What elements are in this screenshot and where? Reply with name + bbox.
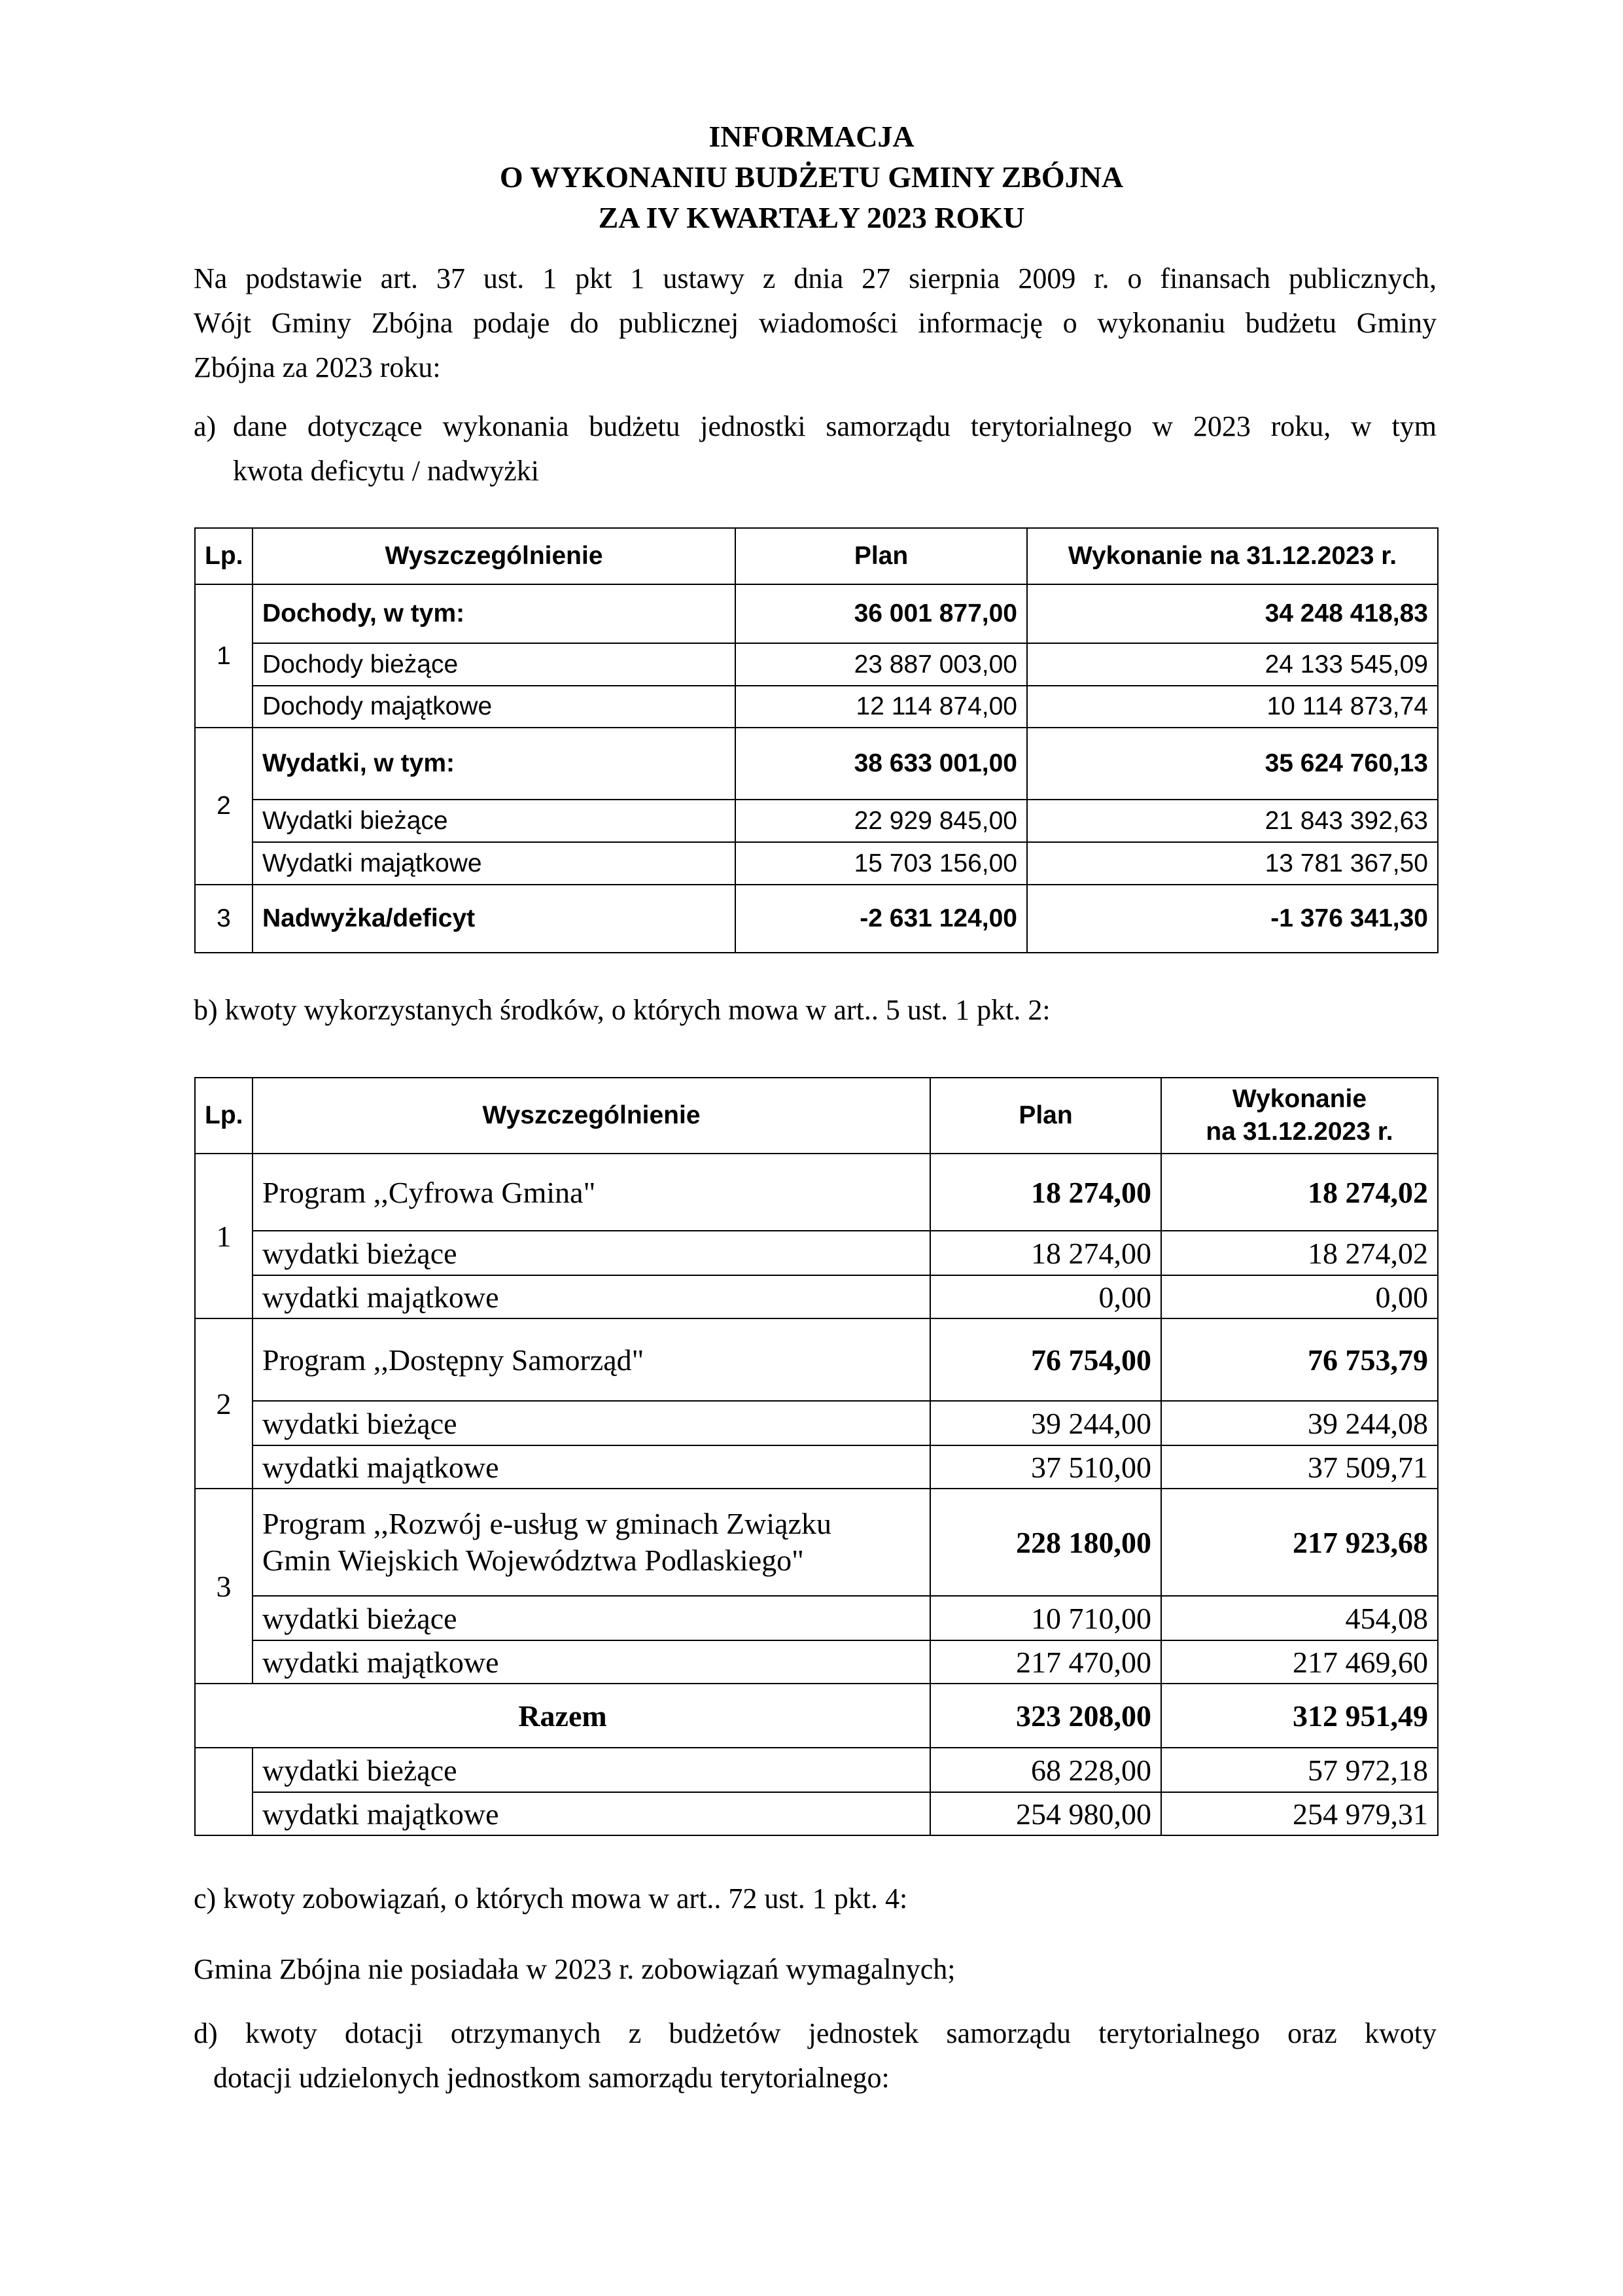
row-name: wydatki majątkowe (253, 1445, 930, 1489)
row-lp: 3 (195, 885, 253, 953)
row-plan: 18 274,00 (930, 1231, 1161, 1275)
row-name (253, 1489, 930, 1596)
table-header-row (195, 528, 1438, 584)
row-plan: -2 631 124,00 (735, 885, 1027, 953)
row-plan: 39 244,00 (930, 1401, 1161, 1445)
row-exec: 37 509,71 (1161, 1445, 1438, 1489)
row-exec: 21 843 392,63 (1027, 800, 1438, 842)
col-header-plan: Plan (735, 528, 1027, 584)
table-row (195, 643, 1438, 686)
row-lp: 3 (195, 1489, 253, 1684)
funds-used-table (194, 1077, 1439, 1836)
section-d (194, 2011, 1437, 2100)
row-name: wydatki bieżące (253, 1231, 930, 1275)
row-name: wydatki bieżące (253, 1748, 930, 1792)
total-exec: 312 951,49 (1161, 1684, 1438, 1748)
total-label: Razem (195, 1684, 930, 1748)
row-plan: 254 980,00 (930, 1792, 1161, 1835)
table-row (195, 1318, 1438, 1401)
intro-paragraph (194, 256, 1437, 390)
table-row (195, 1445, 1438, 1489)
col-header-exec-line2: na 31.12.2023 r. (1206, 1118, 1393, 1146)
row-plan: 15 703 156,00 (735, 842, 1027, 885)
table-header-row (195, 1078, 1438, 1154)
row-exec: 34 248 418,83 (1027, 584, 1438, 643)
row-name: Nadwyżka/deficyt (253, 885, 735, 953)
section-a-line-2: kwota deficytu / nadwyżki (233, 455, 539, 487)
table-row (195, 1489, 1438, 1596)
row-lp: 2 (195, 1318, 253, 1489)
doc-title-line2: O WYKONANIU BUDŻETU GMINY ZBÓJNA (499, 160, 1124, 194)
col-header-exec: Wykonanie na 31.12.2023 r. (1027, 528, 1438, 584)
row-exec: 57 972,18 (1161, 1748, 1438, 1792)
col-header-lp: Lp. (195, 528, 253, 584)
col-header-name: Wyszczególnienie (253, 1078, 930, 1154)
row-plan: 217 470,00 (930, 1640, 1161, 1684)
intro-line-2: Wójt Gminy Zbójna podaje do publicznej wiadomości informację o wykonaniu budżetu Gminy (194, 307, 1437, 339)
total-plan: 323 208,00 (930, 1684, 1161, 1748)
table-row (195, 1231, 1438, 1275)
row-exec: 39 244,08 (1161, 1401, 1438, 1445)
section-d-line-2: dotacji udzielonych jednostkom samorządu terytorialnego: (213, 2062, 890, 2094)
row-exec: 10 114 873,74 (1027, 686, 1438, 728)
table-row (195, 1596, 1438, 1640)
intro-line-1: Na podstawie art. 37 ust. 1 pkt 1 ustawy z dnia 27 sierpnia 2009 r. o finansach publicznych, (194, 262, 1437, 294)
row-plan: 68 228,00 (930, 1748, 1161, 1792)
row-name: Wydatki majątkowe (253, 842, 735, 885)
table-row (195, 728, 1438, 800)
row-name: wydatki majątkowe (253, 1792, 930, 1835)
row-plan: 36 001 877,00 (735, 584, 1027, 643)
row-exec: 454,08 (1161, 1596, 1438, 1640)
col-header-name: Wyszczególnienie (253, 528, 735, 584)
section-a-line-1: dane dotyczące wykonania budżetu jednostki samorządu terytorialnego w 2023 roku, w tym (233, 410, 1437, 442)
row-plan: 38 633 001,00 (735, 728, 1027, 800)
col-header-lp: Lp. (195, 1078, 253, 1154)
table-row (195, 1401, 1438, 1445)
row-lp: 2 (195, 728, 253, 885)
table-row (195, 885, 1438, 953)
row-plan: 76 754,00 (930, 1318, 1161, 1401)
row-lp: 1 (195, 584, 253, 728)
table-row (195, 1748, 1438, 1792)
row-lp-empty (195, 1748, 253, 1835)
row-name: Program ,,Cyfrowa Gmina" (253, 1154, 930, 1231)
doc-title-line3: ZA IV KWARTAŁY 2023 ROKU (598, 201, 1025, 234)
row-plan: 12 114 874,00 (735, 686, 1027, 728)
budget-execution-table (194, 527, 1439, 953)
row-plan: 23 887 003,00 (735, 643, 1027, 686)
row-exec: 217 469,60 (1161, 1640, 1438, 1684)
row-exec: 217 923,68 (1161, 1489, 1438, 1596)
section-a-marker: a) (194, 410, 217, 442)
row-name: wydatki majątkowe (253, 1640, 930, 1684)
row-name: Dochody bieżące (253, 643, 735, 686)
col-header-exec-line1: Wykonanie (1232, 1085, 1367, 1113)
table-row (195, 800, 1438, 842)
row-plan: 22 929 845,00 (735, 800, 1027, 842)
row-name: Wydatki, w tym: (253, 728, 735, 800)
row-plan: 10 710,00 (930, 1596, 1161, 1640)
table-total-row (195, 1684, 1438, 1748)
row-exec: 254 979,31 (1161, 1792, 1438, 1835)
row-exec: 76 753,79 (1161, 1318, 1438, 1401)
doc-title-line1: INFORMACJA (708, 120, 915, 153)
row-name-line2: Gmin Wiejskich Województwa Podlaskiego" (262, 1544, 804, 1577)
col-header-exec (1161, 1078, 1438, 1154)
row-name-line1: Program ,,Rozwój e-usług w gminach Związku (262, 1507, 831, 1540)
table-row (195, 686, 1438, 728)
row-exec: 35 624 760,13 (1027, 728, 1438, 800)
table-row (195, 1275, 1438, 1318)
row-exec: 18 274,02 (1161, 1154, 1438, 1231)
table-row (195, 1640, 1438, 1684)
row-exec: 13 781 367,50 (1027, 842, 1438, 885)
col-header-plan: Plan (930, 1078, 1161, 1154)
table-row (195, 842, 1438, 885)
row-plan: 18 274,00 (930, 1154, 1161, 1231)
section-c: c) kwoty zobowiązań, o których mowa w art.. 72 ust. 1 pkt. 4: (194, 1882, 908, 1915)
row-plan: 228 180,00 (930, 1489, 1161, 1596)
row-name: Dochody majątkowe (253, 686, 735, 728)
row-exec: -1 376 341,30 (1027, 885, 1438, 953)
row-name: wydatki bieżące (253, 1596, 930, 1640)
row-exec: 0,00 (1161, 1275, 1438, 1318)
row-exec: 18 274,02 (1161, 1231, 1438, 1275)
row-name: Wydatki bieżące (253, 800, 735, 842)
row-lp: 1 (195, 1154, 253, 1318)
table-row (195, 584, 1438, 643)
section-b: b) kwoty wykorzystanych środków, o których mowa w art.. 5 ust. 1 pkt. 2: (194, 994, 1051, 1026)
row-name: wydatki bieżące (253, 1401, 930, 1445)
row-plan: 37 510,00 (930, 1445, 1161, 1489)
table-row (195, 1792, 1438, 1835)
section-d-line-1: d) kwoty dotacji otrzymanych z budżetów jednostek samorządu terytorialnego oraz kwoty (194, 2017, 1437, 2049)
row-name: Program ,,Dostępny Samorząd" (253, 1318, 930, 1401)
section-c-statement: Gmina Zbójna nie posiadała w 2023 r. zobowiązań wymagalnych; (194, 1953, 956, 1985)
intro-line-3: Zbójna za 2023 roku: (194, 351, 441, 383)
row-plan: 0,00 (930, 1275, 1161, 1318)
row-name: Dochody, w tym: (253, 584, 735, 643)
table-row (195, 1154, 1438, 1231)
row-exec: 24 133 545,09 (1027, 643, 1438, 686)
section-a (194, 404, 1437, 493)
row-name: wydatki majątkowe (253, 1275, 930, 1318)
